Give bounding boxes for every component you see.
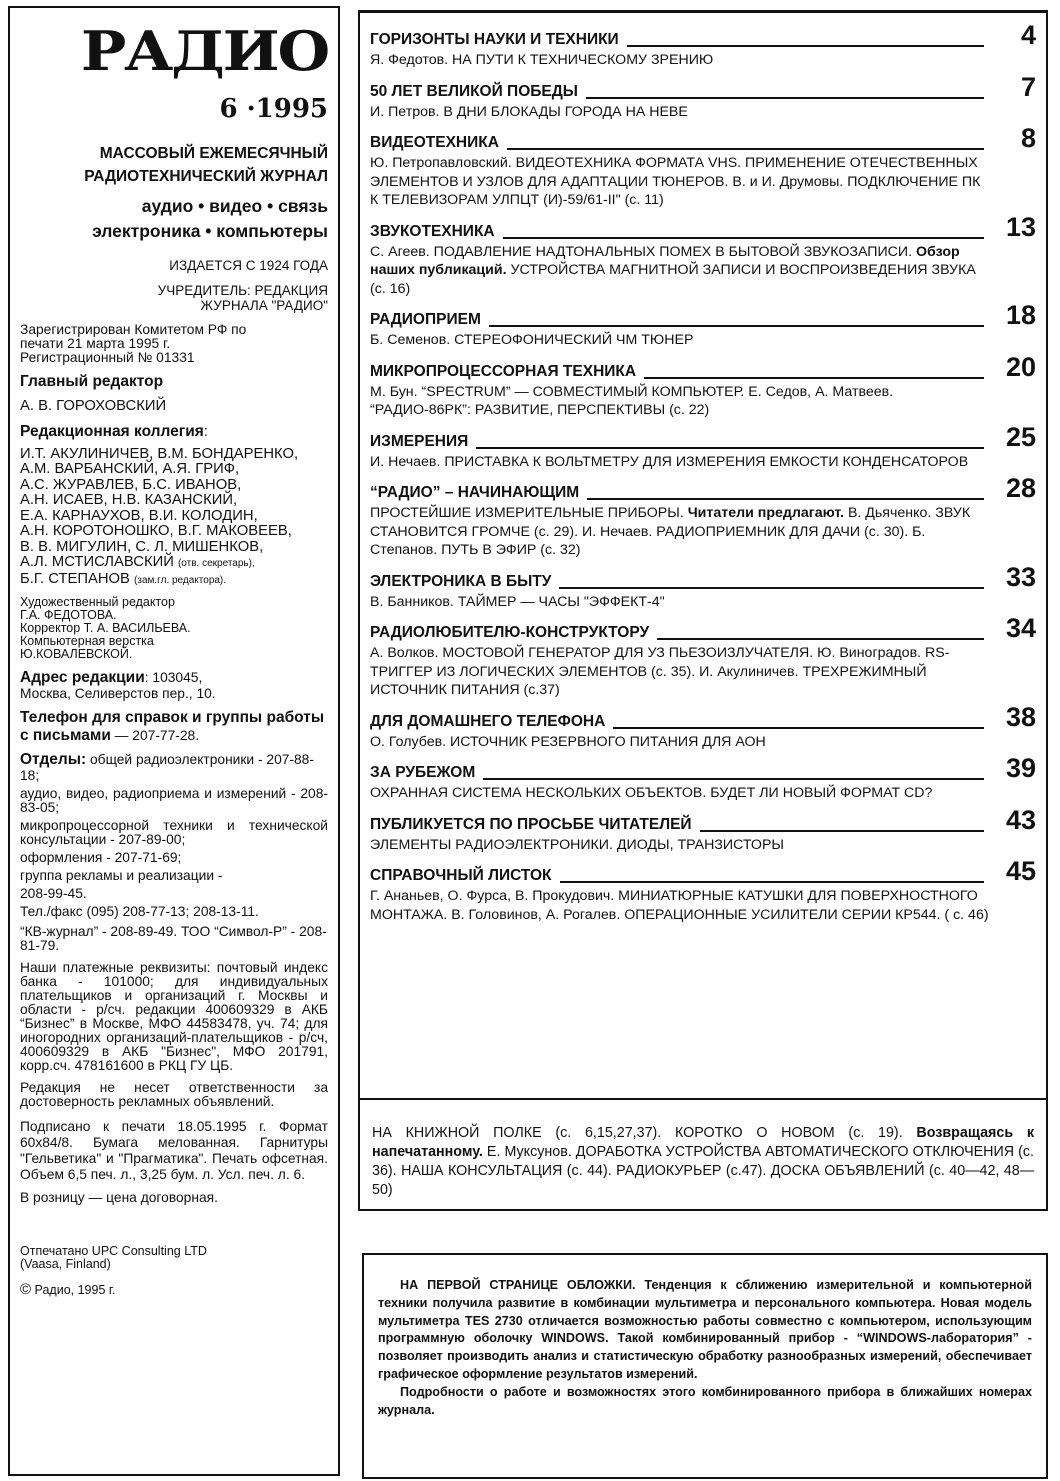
registration-line: Регистрационный № 01331 bbox=[20, 350, 195, 365]
print-info: Подписано к печати 18.05.1995 г. Формат 60х84/8. Бумага мелованная. Гарнитуры "Гельветика" и "Прагматика". Печать офсетная. Объем 6,5 печ. л., 3,25 бум. л. Усл. печ. л. 6. bbox=[20, 1119, 328, 1182]
leader-line bbox=[587, 498, 984, 500]
page-number: 43 bbox=[1005, 804, 1036, 835]
section-articles bbox=[370, 784, 1036, 803]
board-member-line: А.Н. ИСАЕВ, Н.В. КАЗАНСКИЙ, bbox=[20, 492, 238, 508]
section-title: ДЛЯ ДОМАШНЕГО ТЕЛЕФОНА bbox=[370, 712, 606, 730]
article-text: Б. Семенов. СТЕРЕОФОНИЧЕСКИЙ ЧМ ТЮНЕР bbox=[370, 332, 694, 348]
article-text: ПРОСТЕЙШИЕ ИЗМЕРИТЕЛЬНЫЕ ПРИБОРЫ. bbox=[370, 505, 688, 521]
section-articles bbox=[370, 504, 1036, 560]
leader-line bbox=[489, 325, 984, 327]
cover-description bbox=[362, 1253, 1048, 1479]
staff-line: Корректор Т. А. ВАСИЛЬЕВА. bbox=[20, 621, 191, 635]
magazine-subtitle bbox=[20, 142, 328, 188]
leader-line bbox=[586, 97, 984, 99]
misc-segment: НА КНИЖНОЙ ПОЛКЕ (с. 6,15,27,37). КОРОТКО О НОВОМ (с. 19). bbox=[372, 1125, 917, 1141]
page-number: 7 bbox=[1020, 71, 1036, 102]
toc-entry[interactable] bbox=[370, 701, 1036, 752]
board-member-line bbox=[20, 555, 328, 572]
section-header bbox=[370, 211, 1036, 242]
page-number: 28 bbox=[1005, 473, 1036, 503]
section-title: ПУБЛИКУЕТСЯ ПО ПРОСЬБЕ ЧИТАТЕЛЕЙ bbox=[370, 815, 692, 833]
copyright bbox=[20, 1283, 328, 1297]
toc-entry[interactable] bbox=[370, 804, 1036, 855]
phone-info bbox=[20, 709, 328, 745]
toc-entry[interactable] bbox=[370, 123, 1036, 210]
misc-segment: Е. Муксунов. ДОРАБОТКА УСТРОЙСТВА АВТОМАТИЧЕСКОГО ОТКЛЮЧЕНИЯ (с. 36). НАША КОНСУЛЬТАЦИЯ (с. 44). РАДИОКУРЬЕР (с.47). ДОСКА ОБЪЯВЛЕНИЙ (с. 40—42, 48—50) bbox=[372, 1144, 1034, 1198]
rubric-bold: Обзор наших публикаций. bbox=[370, 243, 960, 278]
staff-line: Художественный редактор bbox=[20, 595, 175, 609]
article-text: С. Агеев. ПОДАВЛЕНИЕ НАДТОНАЛЬНЫХ ПОМЕХ В БЫТОВОЙ ЗВУКОЗАПИСИ. bbox=[370, 243, 917, 260]
leader-line bbox=[613, 727, 984, 729]
section-articles bbox=[370, 383, 1036, 420]
toc-entry[interactable] bbox=[370, 20, 1036, 70]
page-number: 45 bbox=[1005, 856, 1036, 886]
retail-price: В розницу — цена договорная. bbox=[20, 1190, 218, 1205]
staff-line: Ю.КОВАЛЕВСКОЙ. bbox=[20, 647, 133, 661]
rubric-bold: Читатели предлагают. bbox=[687, 505, 845, 521]
section-articles bbox=[370, 103, 1036, 122]
section-title: ЗВУКОТЕХНИКА bbox=[370, 222, 495, 240]
toc-entry[interactable] bbox=[370, 351, 1036, 420]
table-of-contents bbox=[358, 10, 1048, 1100]
printer-line: (Vaasa, Finland) bbox=[20, 1257, 111, 1271]
toc-entry[interactable] bbox=[370, 300, 1036, 350]
editorial-address bbox=[20, 669, 328, 701]
copyright-icon: © bbox=[20, 1281, 32, 1298]
page-number: 18 bbox=[1005, 300, 1036, 330]
leader-line bbox=[503, 237, 984, 239]
section-articles bbox=[370, 51, 1036, 70]
leader-line bbox=[700, 830, 984, 832]
subtitle-line: РАДИОТЕХНИЧЕСКИЙ ЖУРНАЛ bbox=[84, 168, 328, 185]
board-member-role: (зам.гл. редактора). bbox=[134, 574, 227, 586]
board-label: Редакционная коллегия bbox=[20, 422, 204, 440]
section-articles bbox=[370, 243, 1036, 299]
department-line: микропроцессорной техники и технической консультации - 207-89-00; bbox=[20, 818, 328, 847]
founder-line: ЖУРНАЛА "РАДИО" bbox=[200, 298, 328, 313]
magazine-logo: РАДИО bbox=[80, 19, 329, 83]
page-number: 20 bbox=[1005, 351, 1036, 382]
phone-label: Телефон для справок и группы работы с письмами bbox=[20, 709, 325, 744]
toc-entry[interactable] bbox=[370, 421, 1036, 472]
section-header bbox=[370, 856, 1036, 886]
printer-line: Отпечатано UPC Consulting LTD bbox=[20, 1244, 207, 1258]
address-line: Москва, Селиверстов пер., 10. bbox=[20, 686, 216, 701]
staff-line: Компьютерная верстка bbox=[20, 634, 154, 648]
section-header bbox=[370, 20, 1036, 50]
cover-paragraph: НА ПЕРВОЙ СТРАНИЦЕ ОБЛОЖКИ. Тенденция к сближению измерительной и компьютерной техники получила развитие в комбинации мультиметра и персонального компьютера. Новая модель мультиметра TES 2730 отличается возможностью работы совместно с компьютером, использующим программную оболочку WINDOWS. Такой комбинированный прибор - “WINDOWS-лаборатория” - позволяет производить анализ и статистическую обработку разнообразных измерений, обеспечивает графическое оформление результатов измерений. bbox=[378, 1278, 1032, 1381]
section-header bbox=[370, 71, 1036, 102]
section-title: СПРАВОЧНЫЙ ЛИСТОК bbox=[370, 867, 552, 884]
article-text: Я. Федотов. НА ПУТИ К ТЕХНИЧЕСКОМУ ЗРЕНИЮ bbox=[370, 52, 714, 68]
rubric-bold: Возвращаясь к напечатанному. bbox=[372, 1125, 1034, 1160]
page-number: 39 bbox=[1005, 753, 1036, 783]
department-line: аудио, видео, радиоприема и измерений - 208-83-05; bbox=[20, 786, 328, 815]
toc-list bbox=[370, 20, 1036, 924]
topics-line: электроника • компьютеры bbox=[92, 221, 328, 241]
board-member-line: Е.А. КАРНАУХОВ, В.И. КОЛОДИН, bbox=[20, 507, 258, 524]
article-text: О. Голубев. ИСТОЧНИК РЕЗЕРВНОГО ПИТАНИЯ ДЛЯ АОН bbox=[370, 733, 766, 750]
leader-line bbox=[627, 45, 984, 47]
leader-line bbox=[507, 148, 984, 150]
board-member: А.Л. МСТИСЛАВСКИЙ bbox=[20, 554, 174, 570]
section-header bbox=[370, 351, 1036, 382]
department-line: Тел./факс (095) 208-77-13; 208-13-11. bbox=[20, 904, 259, 919]
section-articles bbox=[370, 453, 1036, 472]
staff-line: Г.А. ФЕДОТОВА. bbox=[20, 608, 117, 622]
toc-entry[interactable] bbox=[370, 613, 1036, 700]
production-staff bbox=[20, 596, 328, 661]
page-number: 33 bbox=[1005, 561, 1036, 592]
section-articles bbox=[370, 836, 1036, 855]
page-number: 8 bbox=[1020, 123, 1036, 153]
section-articles bbox=[370, 887, 1036, 924]
board-colon: : bbox=[203, 423, 208, 440]
section-title: ВИДЕОТЕХНИКА bbox=[370, 134, 499, 151]
leader-line bbox=[559, 587, 984, 589]
page-number: 25 bbox=[1005, 421, 1036, 452]
section-header bbox=[370, 123, 1036, 153]
toc-entry[interactable] bbox=[370, 753, 1036, 803]
board-member-line: А.М. ВАРБАНСКИЙ, А.Я. ГРИФ, bbox=[20, 461, 240, 477]
leader-line bbox=[644, 377, 984, 379]
board-member-line: А.С. ЖУРАВЛЕВ, Б.С. ИВАНОВ, bbox=[20, 476, 242, 493]
section-articles bbox=[370, 331, 1036, 350]
article-text: И. Петров. В ДНИ БЛОКАДЫ ГОРОДА НА НЕВЕ bbox=[370, 103, 688, 120]
board-member-line: А.Н. КОРОТОНОШКО, В.Г. МАКОВЕЕВ, bbox=[20, 523, 292, 539]
leader-line bbox=[560, 881, 985, 883]
page-number: 34 bbox=[1005, 613, 1036, 643]
section-title: ЭЛЕКТРОНИКА В БЫТУ bbox=[370, 572, 552, 590]
copyright-text: Радио, 1995 г. bbox=[34, 1283, 116, 1297]
masthead-panel bbox=[8, 6, 340, 1476]
section-articles bbox=[370, 593, 1036, 612]
article-text: М. Бун. “SPECTRUM” — СОВМЕСТИМЫЙ КОМПЬЮТЕР. Е. Седов, А. Матвеев. “РАДИО-86РК”: РАЗВИТИЕ, ПЕРСПЕКТИВЫ (с. 22) bbox=[370, 383, 894, 418]
toc-entry[interactable] bbox=[370, 856, 1036, 924]
toc-entry[interactable] bbox=[370, 561, 1036, 612]
leader-line bbox=[657, 638, 984, 640]
chief-editor-label: Главный редактор bbox=[20, 373, 164, 390]
departments-label: Отделы: bbox=[20, 751, 87, 768]
leader-line bbox=[476, 447, 984, 449]
phone-value: — 207-77-28. bbox=[110, 728, 200, 743]
section-title: РАДИОЛЮБИТЕЛЮ-КОНСТРУКТОРУ bbox=[370, 624, 650, 641]
page-number: 4 bbox=[1020, 20, 1036, 50]
address-value: : 103045, bbox=[144, 670, 203, 685]
board-member-role: (отв. секретарь), bbox=[177, 558, 255, 569]
department-line: 208-99-45. bbox=[20, 886, 87, 901]
article-text: Г. Ананьев, О. Фурса, В. Прокудович. МИНИАТЮРНЫЕ КАТУШКИ ДЛЯ ПОВЕРХНОСТНОГО МОНТАЖА. В. Головинов, А. Рогалев. ОПЕРАЦИОННЫЕ УСИЛИТЕЛИ СЕРИИ КР544. ( с. 46) bbox=[370, 888, 989, 923]
editorial-board-heading bbox=[20, 423, 328, 441]
department-line: общей радиоэлектроники - 207-88-18; bbox=[20, 752, 314, 783]
registration-line: Зарегистрирован Комитетом РФ по bbox=[20, 322, 247, 337]
department-line: группа рекламы и реализации - bbox=[20, 868, 223, 883]
board-member: Б.Г. СТЕПАНОВ bbox=[20, 570, 130, 587]
section-articles bbox=[370, 644, 1036, 700]
cover-paragraph: Подробности о работе и возможностях этого комбинированного прибора в ближайших номерах журнала. bbox=[378, 1384, 1032, 1417]
section-header bbox=[370, 473, 1036, 503]
section-header bbox=[370, 613, 1036, 643]
section-header bbox=[370, 804, 1036, 835]
founder bbox=[20, 283, 328, 313]
registration bbox=[20, 323, 328, 365]
section-header bbox=[370, 753, 1036, 783]
article-text: В. Дьяченко. ЗВУК СТАНОВИТСЯ ГРОМЧЕ (с. 29). И. Нечаев. РАДИОПРИЕМНИК ДЛЯ ДАЧИ (с. 30). Б. Степанов. ПУТЬ В ЭФИР (с. 32) bbox=[370, 505, 971, 558]
department-line: оформления - 207-71-69; bbox=[20, 850, 182, 865]
issue-number: 6 ·1995 bbox=[219, 94, 328, 124]
bank-details: Наши платежные реквизиты: почтовый индекс банка - 101000; для индивидуальных плательщиков и организаций г. Москвы и области - р/сч. редакции 400609329 в АКБ “Бизнес” в Москве, МФО 44583478, уч. 74; для иногородних организаций-плательщиков - р/сч, 400609329 в АКБ "Бизнес", МФО 201791, корр.сч. 478161600 в РКЦ ГУ ЦБ. bbox=[20, 960, 328, 1073]
editorial-board-list bbox=[20, 447, 328, 589]
toc-entry[interactable] bbox=[370, 71, 1036, 122]
page-number: 38 bbox=[1005, 701, 1036, 732]
article-text: Ю. Петропавловский. ВИДЕОТЕХНИКА ФОРМАТА VHS. ПРИМЕНЕНИЕ ОТЕЧЕСТВЕННЫХ ЭЛЕМЕНТОВ И УЗЛОВ ДЛЯ АДАПТАЦИИ ТЮНЕРОВ. В. и И. Друмовы. ПОДКЛЮЧЕНИЕ ПК К ТЕЛЕВИЗОРАМ УЛПЦТ (И)-59/61-II" (с. 11) bbox=[370, 155, 981, 208]
article-text: В. Банников. ТАЙМЕР — ЧАСЫ "ЭФФЕКТ-4" bbox=[370, 593, 665, 610]
registration-line: печати 21 марта 1995 г. bbox=[20, 336, 171, 351]
article-text: И. Нечаев. ПРИСТАВКА К ВОЛЬТМЕТРУ ДЛЯ ИЗМЕРЕНИЯ ЕМКОСТИ КОНДЕНСАТОРОВ bbox=[370, 453, 969, 470]
article-text: ОХРАННАЯ СИСТЕМА НЕСКОЛЬКИХ ОБЪЕКТОВ. БУДЕТ ЛИ НОВЫЙ ФОРМАТ CD? bbox=[370, 785, 933, 801]
section-header bbox=[370, 701, 1036, 732]
subtitle-line: МАССОВЫЙ ЕЖЕМЕСЯЧНЫЙ bbox=[99, 145, 328, 162]
section-title: 50 ЛЕТ ВЕЛИКОЙ ПОБЕДЫ bbox=[370, 82, 578, 100]
magazine-topics bbox=[20, 194, 328, 244]
published-since: ИЗДАЕТСЯ С 1924 ГОДА bbox=[169, 258, 328, 273]
section-header bbox=[370, 300, 1036, 330]
section-header bbox=[370, 561, 1036, 592]
miscellaneous-sections bbox=[358, 1098, 1048, 1211]
topics-line: аудио • видео • связь bbox=[141, 196, 328, 216]
page-number: 13 bbox=[1005, 211, 1036, 242]
board-member-line: И.Т. АКУЛИНИЧЕВ, В.М. БОНДАРЕНКО, bbox=[20, 445, 299, 462]
disclaimer: Редакция не несет ответственности за достоверность рекламных объявлений. bbox=[20, 1080, 328, 1109]
chief-editor-name: А. В. ГОРОХОВСКИЙ bbox=[20, 398, 167, 414]
section-title: ИЗМЕРЕНИЯ bbox=[370, 432, 469, 450]
address-label: Адрес редакции bbox=[20, 669, 145, 686]
section-title: ГОРИЗОНТЫ НАУКИ И ТЕХНИКИ bbox=[370, 31, 619, 48]
department-line: “КВ-журнал” - 208-89-49. ТОО “Символ-Р” - 208-81-79. bbox=[20, 924, 327, 953]
section-title: ЗА РУБЕЖОМ bbox=[370, 764, 476, 781]
section-title: “РАДИО” – НАЧИНАЮЩИМ bbox=[370, 484, 580, 501]
article-text: А. Волков. МОСТОВОЙ ГЕНЕРАТОР ДЛЯ УЗ ПЬЕЗОИЗЛУЧАТЕЛЯ. Ю. Виноградов. RS-ТРИГГЕР ИЗ ЛОГИЧЕСКИХ ЭЛЕМЕНТОВ (с. 35). И. Акулиничев. ТРЕХРЕЖИМНЫЙ ИСТОЧНИК ПИТАНИЯ (с.37) bbox=[370, 645, 950, 698]
leader-line bbox=[483, 778, 984, 780]
board-member-line: В. В. МИГУЛИН, С. Л. МИШЕНКОВ, bbox=[20, 538, 264, 555]
section-header bbox=[370, 421, 1036, 452]
section-title: МИКРОПРОЦЕССОРНАЯ ТЕХНИКА bbox=[370, 362, 637, 380]
founder-line: УЧРЕДИТЕЛЬ: РЕДАКЦИЯ bbox=[157, 283, 328, 298]
section-title: РАДИОПРИЕМ bbox=[370, 311, 481, 328]
toc-entry[interactable] bbox=[370, 211, 1036, 299]
board-member-line bbox=[20, 572, 328, 589]
section-articles bbox=[370, 154, 1036, 210]
toc-entry[interactable] bbox=[370, 473, 1036, 560]
misc-text bbox=[372, 1124, 1034, 1200]
section-articles bbox=[370, 733, 1036, 752]
article-text: ЭЛЕМЕНТЫ РАДИОЭЛЕКТРОНИКИ. ДИОДЫ, ТРАНЗИСТОРЫ bbox=[370, 836, 784, 853]
departments bbox=[20, 751, 328, 783]
printed-by bbox=[20, 1245, 328, 1271]
article-text: УСТРОЙСТВА МАГНИТНОЙ ЗАПИСИ И ВОСПРОИЗВЕДЕНИЯ ЗВУКА (с. 16) bbox=[370, 262, 976, 297]
